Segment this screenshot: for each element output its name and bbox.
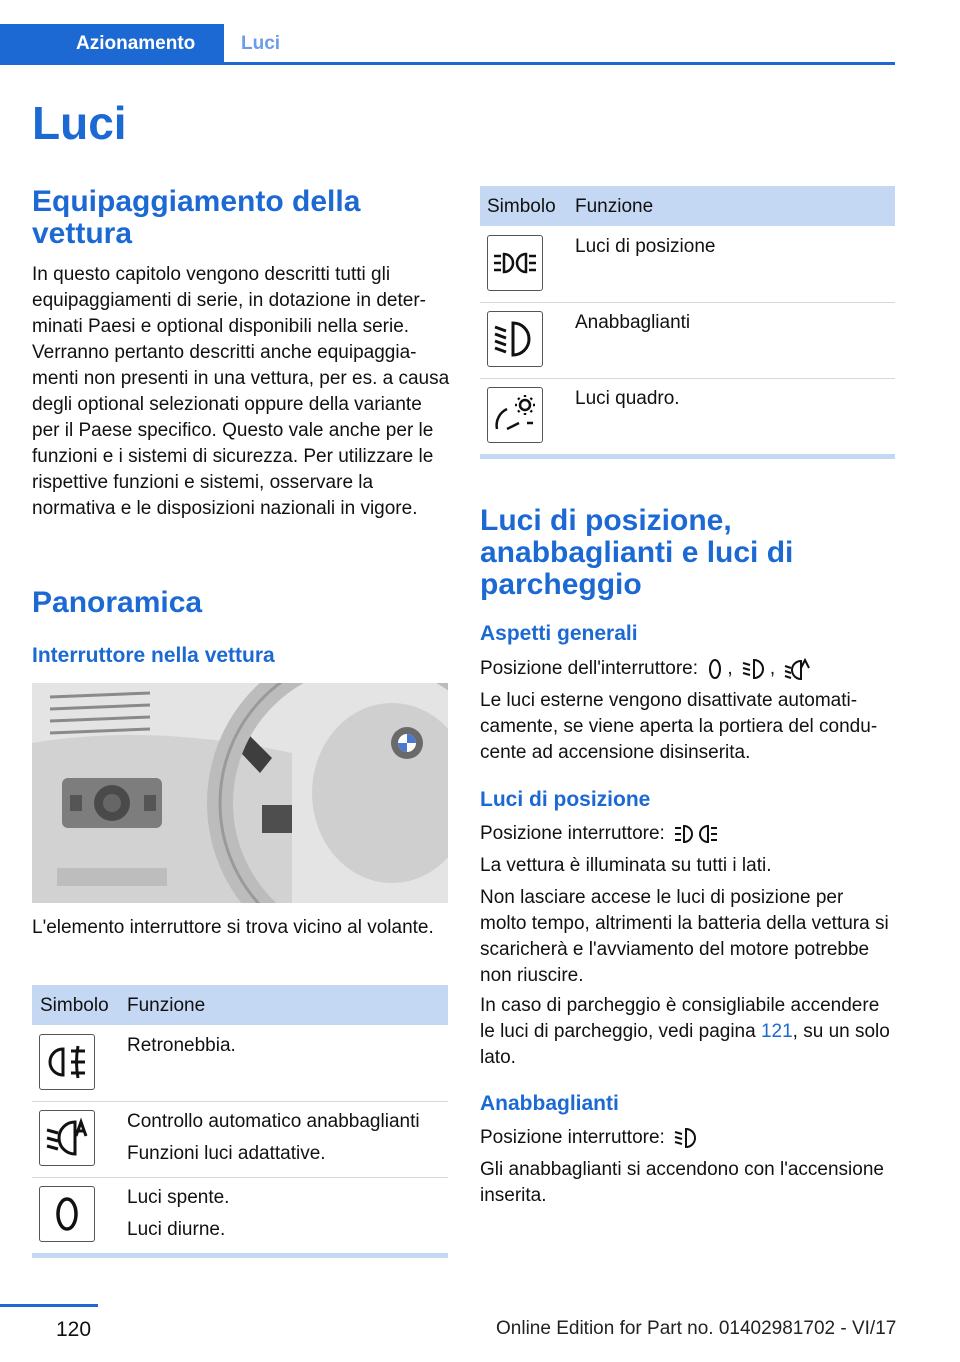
parking-text-2: Non lasciare accese le luci di posizione per molto tempo, altrimenti la batteria della vettura si scaricherà e l'avviamento del motore potrebbe non riuscire. xyxy=(480,887,889,986)
equipment-text: In questo capitolo vengono descritti tutti gli equipaggiamenti di serie, in dotazione in determinati Paesi e optional disponibili nella serie. Verranno pertanto descritti anche equipaggiamenti non presenti in una vettura, per es. a causa degli optional selezionati oppure della variante per il Paese specifico. Questo vale anche per le funzioni e i sistemi di sicurezza. Per utilizzare le rispettive funzioni e sistemi, osservare la normativa e le disposizioni nazionali in vigore. xyxy=(32,264,450,519)
right-col-symbol: Simbolo xyxy=(487,196,556,217)
function-line: Controllo automatico anabbaglianti xyxy=(127,1111,420,1132)
tab-section-label: Azionamento xyxy=(76,33,196,54)
equipment-heading: Equipaggiamento della vettura xyxy=(32,185,361,250)
left-table-end xyxy=(32,1253,448,1258)
right-col-function: Funzione xyxy=(575,196,654,217)
parking-label: Posizione interruttore: xyxy=(480,823,665,844)
low-beam-icon xyxy=(487,311,543,367)
table-cell-function xyxy=(127,1182,229,1246)
parking-text-3 xyxy=(480,993,895,1071)
function-line: Luci di posizione xyxy=(575,236,716,257)
dashboard-light-switch-photo xyxy=(32,683,448,903)
switch-caption: L'elemento interruttore si trova vicino al volante. xyxy=(32,917,434,938)
table-row xyxy=(32,1177,448,1253)
table-cell-function xyxy=(575,383,680,415)
lights-off-icon xyxy=(707,658,723,680)
left-table-header xyxy=(32,985,448,1025)
general-heading: Aspetti generali xyxy=(480,622,638,645)
automatic-headlight-icon xyxy=(39,1110,95,1166)
function-line: Luci quadro. xyxy=(575,388,680,409)
tab-crumb-label: Luci xyxy=(241,33,281,54)
general-text: Le luci esterne vengono disattivate automaticamente, se viene aperta la portiera del conducente ad accensione disinserita. xyxy=(480,690,878,763)
table-row xyxy=(480,378,895,454)
table-cell-function xyxy=(127,1106,420,1170)
table-row xyxy=(32,1101,448,1178)
parking-text-3-end: , su un solo lato. xyxy=(480,1021,890,1068)
parking-lights-icon xyxy=(674,823,718,845)
right-table-header xyxy=(480,186,895,226)
lowbeam-heading: Anabbaglianti xyxy=(480,1092,619,1115)
table-cell-function xyxy=(575,231,715,263)
right-table-end xyxy=(480,454,895,459)
edition-note: Online Edition for Part no. 01402981702 - VI/17 xyxy=(496,1318,897,1339)
parking-heading: Luci di posizione xyxy=(480,788,651,811)
parking-text-1: La vettura è illuminata su tutti i lati. xyxy=(480,855,772,876)
separator: , xyxy=(727,658,733,679)
left-col-symbol: Simbolo xyxy=(40,995,109,1016)
page-121-link[interactable]: 121 xyxy=(760,1021,793,1042)
left-col-function: Funzione xyxy=(127,995,206,1016)
table-cell-function xyxy=(127,1030,236,1062)
table-row xyxy=(480,226,895,303)
function-line: Funzioni luci adattative. xyxy=(127,1143,326,1164)
general-switch-positions xyxy=(480,656,895,682)
function-line: Luci diurne. xyxy=(127,1219,226,1240)
lowbeam-switch-position xyxy=(480,1125,895,1151)
parking-switch-position xyxy=(480,821,895,847)
function-line: Luci spente. xyxy=(127,1187,230,1208)
tab-section xyxy=(0,24,224,62)
switch-heading: Interruttore nella vettura xyxy=(32,644,275,667)
automatic-headlight-icon xyxy=(784,658,810,680)
footer-rule xyxy=(0,1304,98,1307)
lowbeam-text: Gli anabbaglianti si accendono con l'accensione inserita. xyxy=(480,1159,884,1206)
lights-main-heading: Luci di posizione, anabbaglianti e luci di parcheggio xyxy=(480,504,794,601)
rear-fog-light-icon xyxy=(39,1034,95,1090)
function-line: Retronebbia. xyxy=(127,1035,236,1056)
table-cell-function xyxy=(575,307,690,339)
lights-off-icon xyxy=(39,1186,95,1242)
parking-text-3-start: In caso di parcheggio è consigliabile accendere le luci di parcheggio, vedi pagina xyxy=(480,995,880,1042)
instrument-lighting-icon xyxy=(487,387,543,443)
page-title: Luci xyxy=(32,97,127,149)
table-row xyxy=(32,1025,448,1102)
parking-lights-icon xyxy=(487,235,543,291)
table-row xyxy=(480,302,895,379)
separator: , xyxy=(769,658,776,679)
general-label: Posizione dell'interruttore: xyxy=(480,658,699,679)
overview-heading: Panoramica xyxy=(32,586,203,619)
function-line: Anabbaglianti xyxy=(575,312,691,333)
header-tab-bar xyxy=(0,24,895,65)
lowbeam-label: Posizione interruttore: xyxy=(480,1127,665,1148)
page-number: 120 xyxy=(56,1318,92,1341)
low-beam-icon xyxy=(674,1127,698,1149)
low-beam-icon xyxy=(742,658,766,680)
